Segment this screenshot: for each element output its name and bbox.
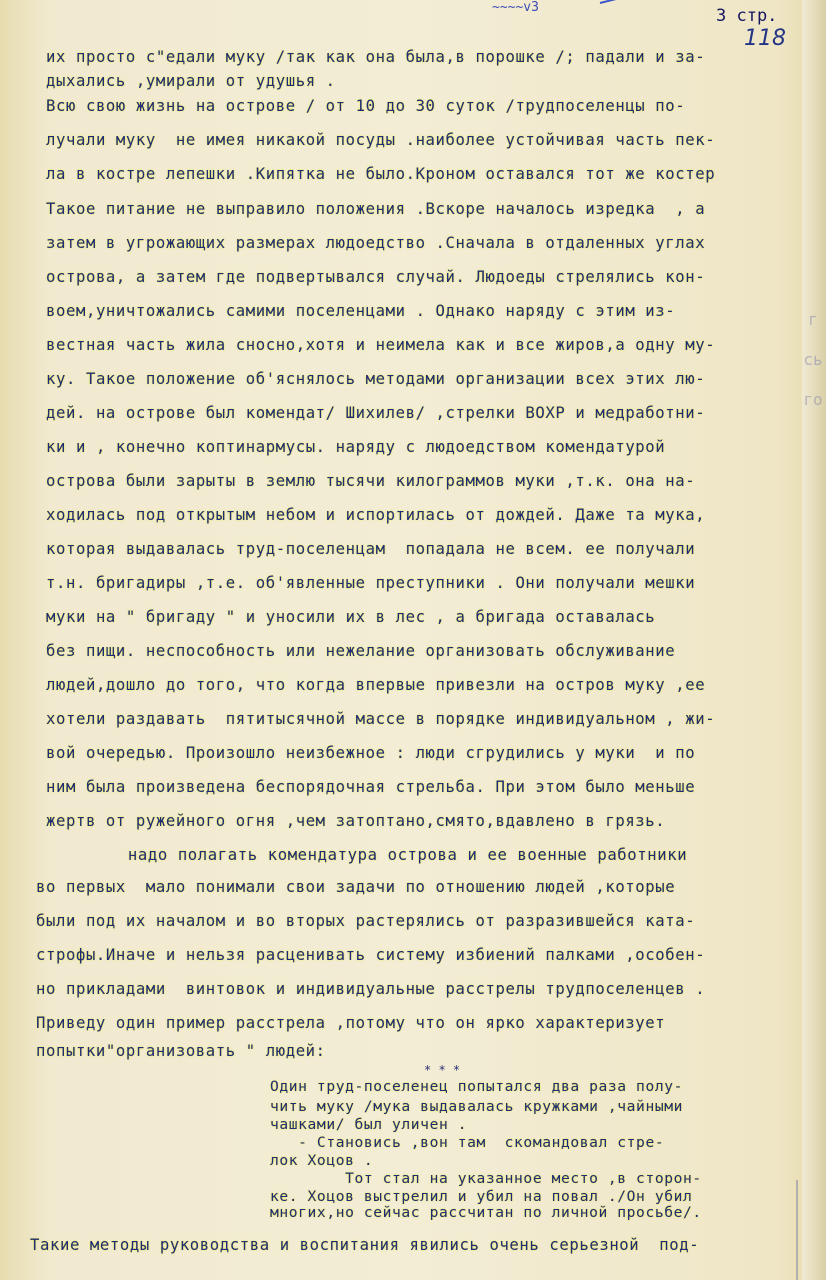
- text-line: ним была произведена беспорядочная стрельба. При этом было меньше: [46, 778, 696, 796]
- text-line: дыхались ,умирали от удушья .: [46, 72, 336, 90]
- text-line: надо полагать комендатура острова и ее военные работники: [28, 846, 688, 864]
- quote-line: многих,но сейчас рассчитан по личной просьбе/.: [270, 1204, 702, 1221]
- quote-line: чить муку /мука выдавалась кружками ,чайными: [270, 1098, 683, 1115]
- text-line: острова, а затем где подвертывался случай. Людоеды стрелялись кон-: [46, 268, 706, 286]
- text-line: Такие методы руководства и воспитания явились очень серьезной под-: [30, 1236, 700, 1254]
- pen-scribble: ~~~~v3: [492, 0, 539, 15]
- margin-note: го: [803, 390, 823, 409]
- margin-notes: [802, 300, 824, 520]
- text-line: попытки"организовать " людей:: [36, 1042, 326, 1060]
- text-line: острова были зарыты в землю тысячи килограммов муки ,т.к. она на-: [46, 472, 696, 490]
- text-line: жертв от ружейного огня ,чем затоптано,смято,вдавлено в грязь.: [46, 812, 666, 830]
- text-line: дей. на острове был комендат/ Шихилев/ ,стрелки ВОХР и медработни-: [46, 404, 706, 422]
- page-edge-line: [796, 1180, 798, 1280]
- margin-note: сь: [803, 350, 823, 369]
- text-line: без пищи. неспособность или нежелание организовать обслуживание: [46, 642, 676, 660]
- text-line: Такое питание не выправило положения .Вскоре началось изредка , а: [46, 200, 706, 218]
- quote-line: чашками/ был уличен .: [270, 1116, 468, 1133]
- text-line: Приведу один пример расстрела ,потому что он ярко характеризует: [36, 1014, 666, 1032]
- text-line: ходилась под открытым небом и испортилась от дождей. Даже та мука,: [46, 506, 706, 524]
- quote-line: Тот стал на указанное место ,в сторон-: [270, 1170, 702, 1187]
- paper-edge: [802, 0, 826, 1280]
- text-line: их просто с"едали муку /так как она была,в порошке /; падали и за-: [46, 48, 706, 66]
- quote-line: лок Хоцов .: [270, 1152, 374, 1169]
- text-line: ла в костре лепешки .Кипятка не было.Кроном оставался тот же костер: [46, 165, 716, 183]
- quote-line: - Становись ,вон там скомандовал стре-: [270, 1134, 665, 1151]
- page-number: 3 стр.: [716, 6, 778, 26]
- section-stars: * * *: [424, 1063, 461, 1077]
- text-line: были под их началом и во вторых растерялись от разразившейся ката-: [36, 912, 696, 930]
- text-line: людей,дошло до того, что когда впервые привезли на остров муку ,ее: [46, 676, 706, 694]
- text-line: во первых мало понимали свои задачи по отношению людей ,которые: [36, 878, 676, 896]
- text-line: но прикладами винтовок и индивидуальные расстрелы трудпоселенцев .: [36, 980, 706, 998]
- folio-number: 118: [744, 26, 786, 51]
- text-line: вой очередью. Произошло неизбежное : люди сгрудились у муки и по: [46, 744, 696, 762]
- quote-line: Один труд-поселенец попытался два раза полу-: [270, 1078, 683, 1095]
- quote-line: ке. Хоцов выстрелил и убил на повал ./Он убил: [270, 1188, 693, 1205]
- text-line: строфы.Иначе и нельзя расценивать систему избиений палками ,особен-: [36, 946, 706, 964]
- margin-note: г: [808, 310, 818, 329]
- text-line: ки и , конечно коптинармусы. наряду с людоедством комендатурой: [46, 438, 666, 456]
- pen-stroke: [600, 0, 736, 4]
- text-line: лучали муку не имея никакой посуды .наиболее устойчивая часть пек-: [46, 131, 716, 149]
- text-line: ку. Такое положение об'яснялось методами организации всех этих лю-: [46, 370, 706, 388]
- text-line: муки на " бригаду " и уносили их в лес , а бригада оставалась: [46, 608, 656, 626]
- text-line: воем,уничтожались самими поселенцами . Однако наряду с этим из-: [46, 302, 676, 320]
- text-line: хотели раздавать пятитысячной массе в порядке индивидуальном , жи-: [46, 710, 716, 728]
- text-line: которая выдавалась труд-поселенцам попадала не всем. ее получали: [46, 540, 696, 558]
- text-line: т.н. бригадиры ,т.е. об'явленные преступники . Они получали мешки: [46, 574, 696, 592]
- text-line: затем в угрожающих размерах людоедство .Сначала в отдаленных углах: [46, 234, 706, 252]
- text-line: Всю свою жизнь на острове / от 10 до 30 суток /трудпоселенцы по-: [46, 97, 686, 115]
- text-line: вестная часть жила сносно,хотя и неимела как и все жиров,а одну му-: [46, 336, 716, 354]
